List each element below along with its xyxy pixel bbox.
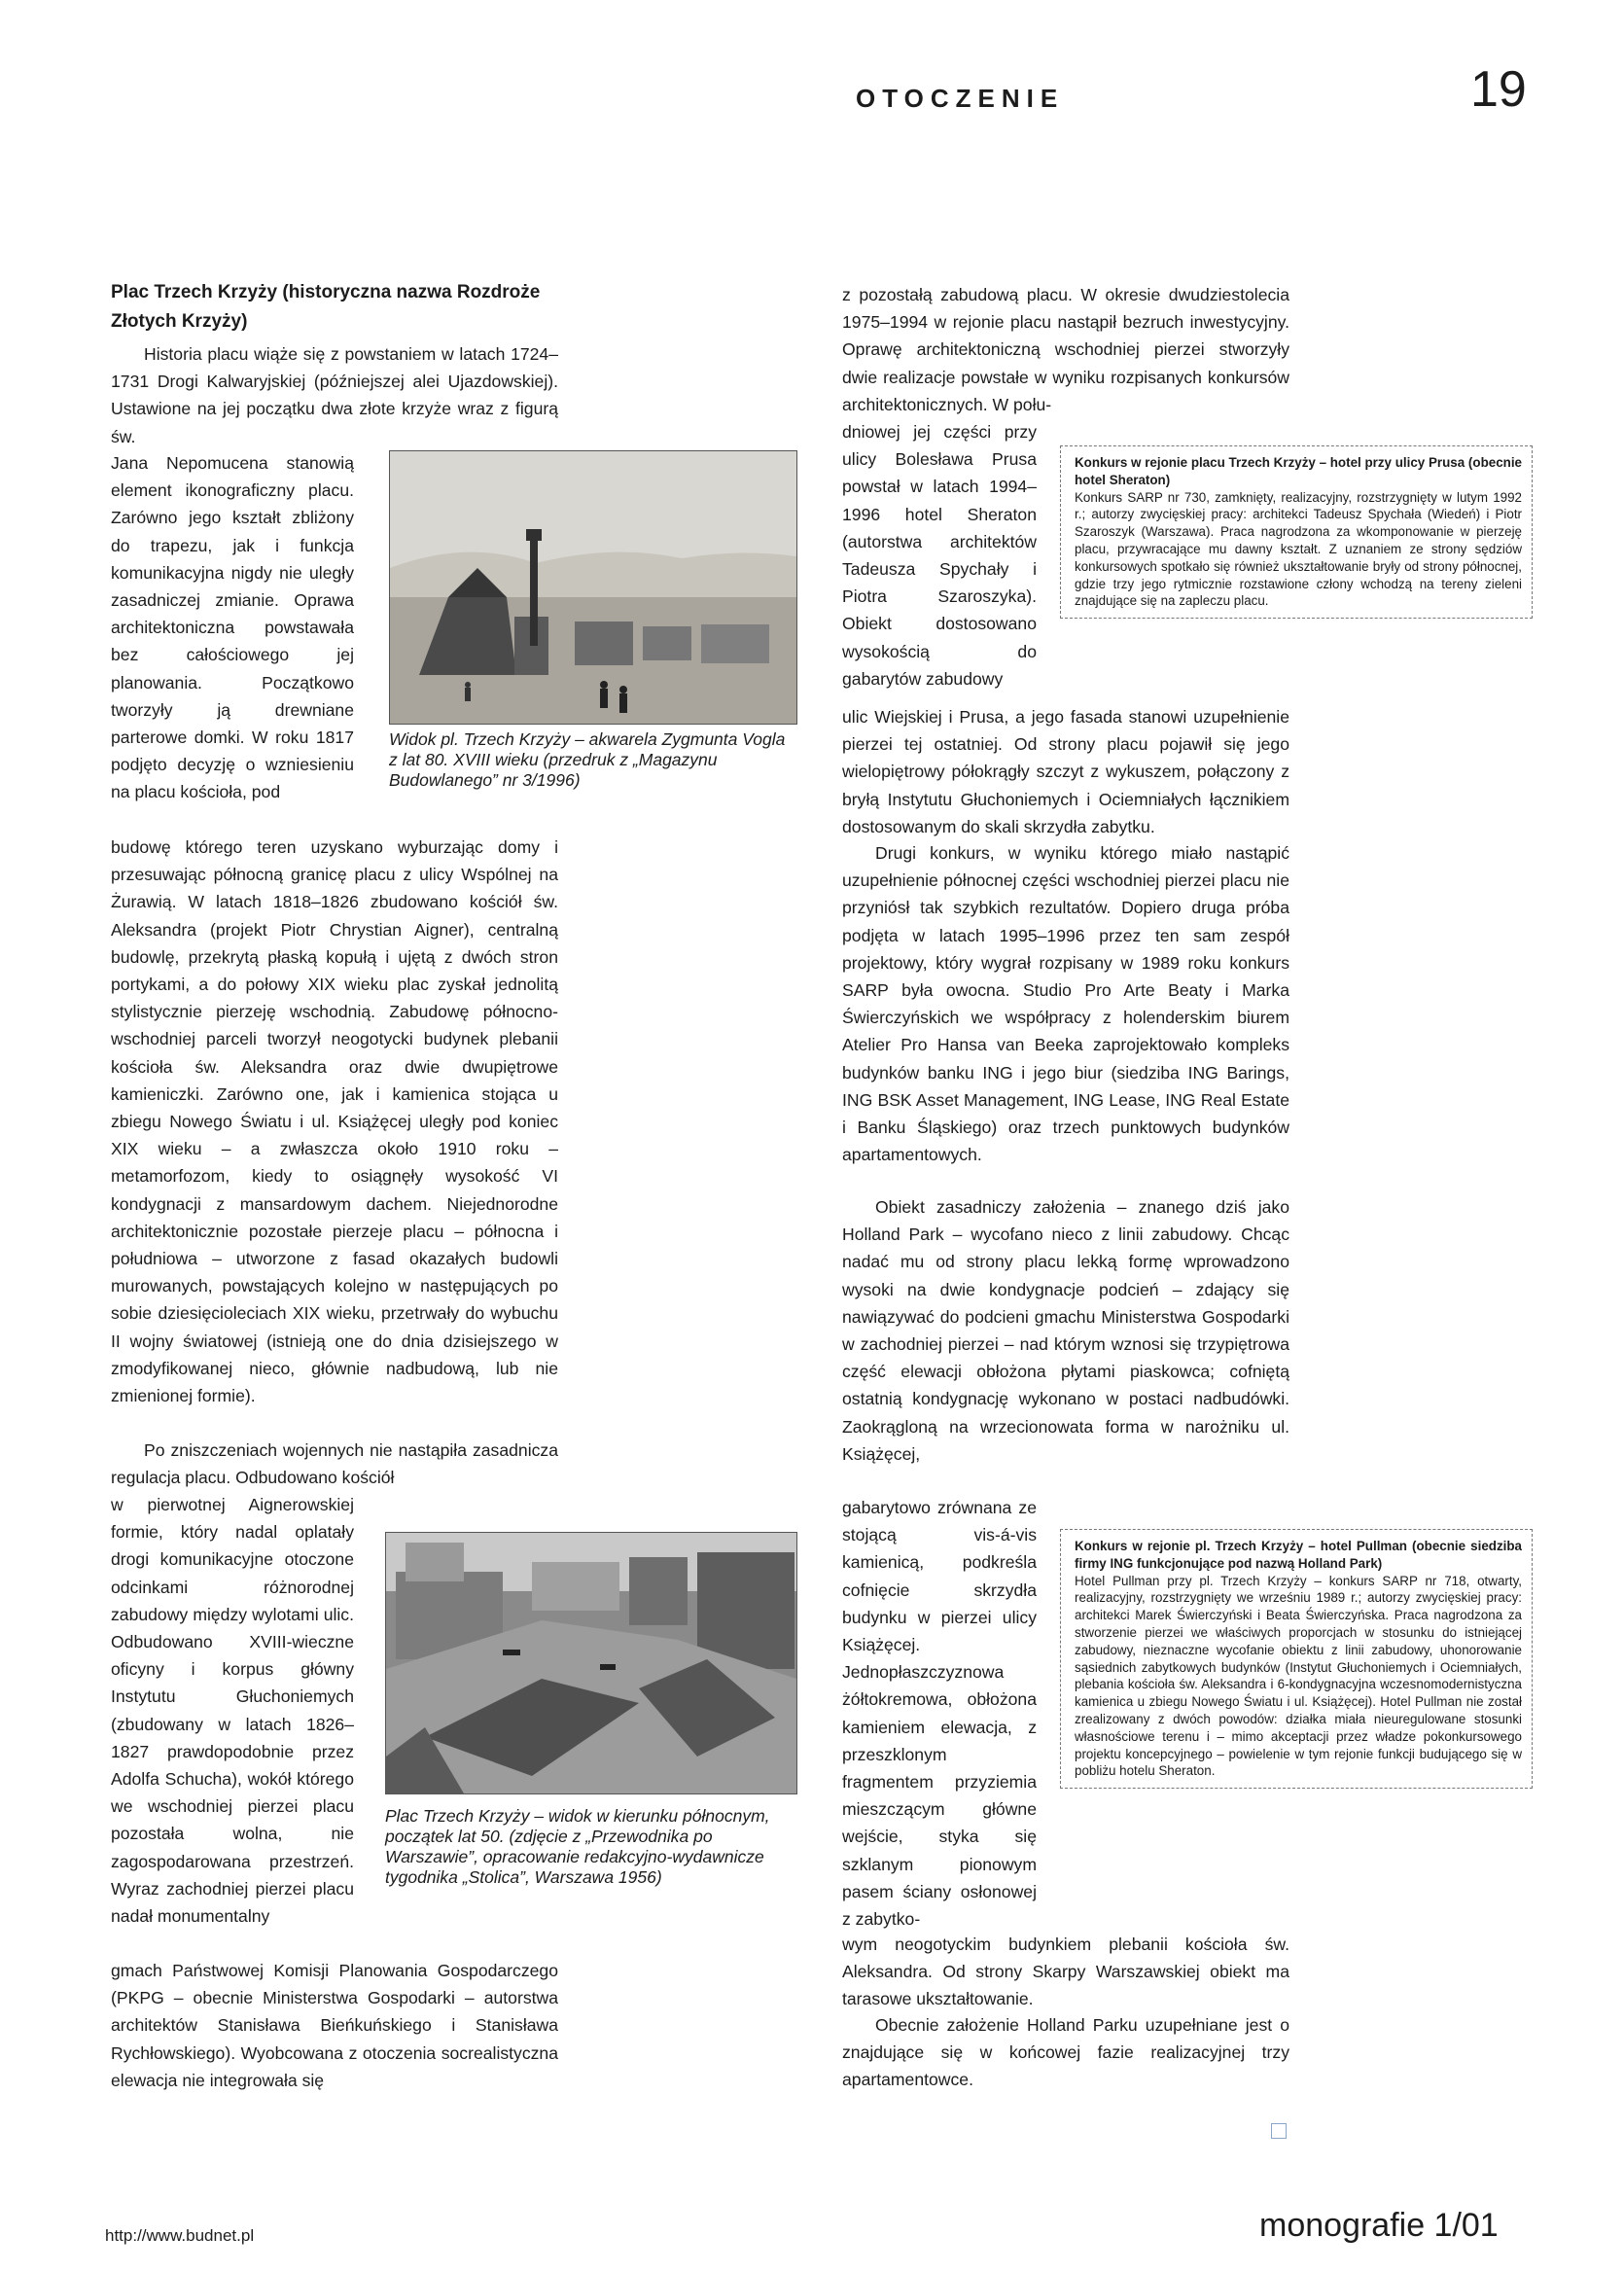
right-paragraph-3-cont: wym neogotyckim budynkiem plebanii kościoła św. Aleksandra. Od strony Skarpy Warszawskiej obiekt ma tarasowe ukształtowanie. xyxy=(842,1935,1289,2009)
end-mark xyxy=(1271,2123,1287,2139)
sidebar-box-pullman-title: Konkurs w rejonie pl. Trzech Krzyży – hotel Pullman (obecnie siedziba firmy ING funkcjonujące pod nazwą Holland Park) xyxy=(1075,1539,1522,1571)
sidebar-box-sheraton xyxy=(1060,445,1533,619)
page-number: 19 xyxy=(1470,61,1527,118)
sidebar-box-pullman-body: Hotel Pullman przy pl. Trzech Krzyży – konkurs SARP nr 718, otwarty, realizacyjny, rozstrzygnięty we wrześniu 1989 r.; autorzy zwycięskiej pracy: architekci Marek Świerczyński i Beata Świerczyńska. Praca nagrodzona za stworzenie pierzei we właściwych proporcjach w stosunku do istniejącej zabudowy, nieznaczne wycofanie obiektu z linii zabudowy, uhonorowanie sąsiednich zabytkowych budynków (Instytut Głuchoniemych i Ociemniałych, plebania kościoła św. Aleksandra i 6-kondygnacyjna wczesnomodernistyczna kamienica u zbiegu Nowego Światu i ul. Książęcej). Hotel Pullman nie został zrealizowany z dwóch powodów: działka miała nieuregulowane stosunki własnościowe terenu i – mimo akceptacji przez władze pokonkursowego projektu koncepcyjnego – powielenie w tym rejonie funkcji budującego się w pobliżu hotelu Sheraton. xyxy=(1075,1573,1522,1779)
sidebar-box-sheraton-body: Konkurs SARP nr 730, zamknięty, realizacyjny, rozstrzygnięty w lutym 1992 r.; autorzy zwycięskiej pracy: architekci Tadeusz Spychała (Wiedeń) i Piotr Szaroszyk (Warszawa). Praca nagrodzona za wkomponowanie w pierzeję placu, przywracające mu dawny kształt. Z uznaniem ze strony sędziów konkursowych spotkało się również ukształtowanie bryły od strony północnej, gdzie trzy jego rytmicznie rozstawione człony wchodzą na tereny zieleni znajdujące się na zapleczu placu. xyxy=(1075,489,1522,609)
figure-square-photo xyxy=(385,1532,797,1794)
sidebar-box-sheraton-title: Konkurs w rejonie placu Trzech Krzyży – hotel przy ulicy Prusa (obecnie hotel Sheraton) xyxy=(1075,455,1522,487)
left-paragraph-2-cont: gmach Państwowej Komisji Planowania Gospodarczego (PKPG – obecnie Ministerstwa Gospodarki – autorstwa architektów Stanisława Bieńkuńskiego i Stanisława Rychłowskiego). Wyobcowana z otoczenia socrealistyczna elewacja nie integrowała się xyxy=(111,1961,558,2090)
left-paragraph-1-wrap: Jana Nepomucena stanowią element ikonograficzny placu. Zarówno jego kształt zbliżony do trapezu, jak i funkcja komunikacyjna nigdy nie uległy zasadniczej zmianie. Oprawa architektoniczna powstawała bez całościowego jej planowania. Początkowo tworzyły ją drewniane parterowe domki. W roku 1817 podjęto decyzję o wzniesieniu na placu kościoła, pod xyxy=(111,453,354,802)
right-paragraph-1: z pozostałą zabudową placu. W okresie dwudziestolecia 1975–1994 w rejonie placu nastąpił bezruch inwestycyjny. Oprawę architektoniczną wschodniej pierzei stworzyły dwie realizacje powstałe w wyniku rozpisanych konkursów architektonicznych. W połu- xyxy=(842,285,1289,414)
left-paragraph-1-cont: budowę którego teren uzyskano wyburzając domy i przesuwając północną granicę placu z ulicy Wspólnej na Żurawią. W latach 1818–1826 zbudowano kościół św. Aleksandra (projekt Piotr Chrystian Aigner), centralną budowlę, przekrytą płaską kopułą i ujętą z dwóch stron portykami, a do połowy XIX wieku plac zyskał jednolitą stylistycznie pierzeję wschodnią. Zabudowę północno-wschodniej parceli tworzył neogotycki budynek plebanii kościoła św. Aleksandra oraz dwie dwupiętrowe kamieniczki. Zarówno one, jak i kamienica stojąca u zbiegu Nowego Światu i ul. Książęcej uległy pod koniec XIX wieku – a zwłaszcza około 1910 roku – metamorfozom, kiedy to osiągnęły wysokość VI kondygnacji z mansardowym dachem. Niejednorodne architektonicznie pozostałe pierzeje placu – północna i południowa – utworzone z fasad okazałych budowli murowanych, powstających kolejno w następujących po sobie dziesięcioleciach XIX wieku, przetrwały do wybuchu II wojny światowej (istnieją one do dnia dzisiejszego w zmodyfikowanej nieco, głównie nadbudową, lub nie zmienionej formie). xyxy=(111,837,558,1406)
footer-magazine-issue: monografie 1/01 xyxy=(1259,2207,1499,2244)
left-paragraph-2: Po zniszczeniach wojennych nie nastąpiła zasadnicza regulacja placu. Odbudowano kościół xyxy=(111,1440,558,1488)
left-paragraph-2-wrap: w pierwotnej Aignerowskiej formie, który nadal oplatały drogi komunikacyjne otoczone odcinkami różnorodnej zabudowy między wylotami ulic. Odbudowano XVIII-wieczne oficyny i korpus główny Instytutu Głuchoniemych (zbudowany w latach 1826–1827 prawdopodobnie przez Adolfa Schucha), wokół którego we wschodniej pierzei placu pozostała wolna, nie zagospodarowana przestrzeń. Wyraz zachodniej pierzei placu nadał monumentalny xyxy=(111,1495,354,1927)
figure-watercolor-caption: Widok pl. Trzech Krzyży – akwarela Zygmunta Vogla z lat 80. XVIII wieku (przedruk z „Magazynu Budowlanego” nr 3/1996) xyxy=(389,729,786,790)
right-paragraph-1-wrap: dniowej jej części przy ulicy Bolesława Prusa powstał w latach 1994–1996 hotel Sheraton (autorstwa architektów Tadeusza Spychały i Piotra Szaroszyka). Obiekt dostosowano wysokością do gabarytów zabudowy xyxy=(842,422,1037,689)
left-paragraph-1: Historia placu wiąże się z powstaniem w latach 1724–1731 Drogi Kalwaryjskiej (późniejszej alei Ujazdowskiej). Ustawione na jej początku dwa złote krzyże wraz z figurą św. xyxy=(111,344,558,446)
right-paragraph-3: Obiekt zasadniczy założenia – znanego dziś jako Holland Park – wycofano nieco z linii zabudowy. Chcąc nadać mu od strony placu lekką formę wprowadzono wysoki na dwie kondygnacje podcień – zdający się nawiązywać do podcieni gmachu Ministerstwa Gospodarki w zachodniej pierzei – nad którym wznosi się trzypiętrowa część elewacji obłożona płytami piaskowca; cofniętą ostatnią kondygnację wykonano w postaci nadbudówki. Zaokrągloną na wrzecionowata forma w narożniku ul. Książęcej, xyxy=(842,1197,1289,1464)
article-heading: Plac Trzech Krzyży (historyczna nazwa Rozdroże Złotych Krzyży) xyxy=(111,282,541,332)
section-title: OTOCZENIE xyxy=(856,84,1065,113)
figure-watercolor-image xyxy=(389,450,797,725)
right-paragraph-1-cont: ulic Wiejskiej i Prusa, a jego fasada stanowi uzupełnienie pierzei tej ostatniej. Od strony placu pojawił się jego wielopiętrowy półokrągły szczyt z wykuszem, połączony z bryłą Instytutu Głuchoniemych i Ociemniałych łącznikiem dostosowanym do skali skrzydła zabytku. xyxy=(842,707,1289,836)
footer-url: http://www.budnet.pl xyxy=(105,2226,255,2245)
figure-square-photo-caption: Plac Trzech Krzyży – widok w kierunku północnym, początek lat 50. (zdjęcie z „Przewodnika po Warszawie”, opracowanie redakcyjno-wydawnicze tygodnika „Stolica”, Warszawa 1956) xyxy=(385,1806,770,1887)
right-paragraph-4: Obecnie założenie Holland Parku uzupełniane jest o znajdujące się w końcowej fazie realizacyjnej trzy apartamentowce. xyxy=(842,2015,1289,2090)
right-paragraph-2: Drugi konkurs, w wyniku którego miało nastąpić uzupełnienie północnej części wschodniej pierzei placu nie przyniósł tak szybkich rezultatów. Dopiero druga próba podjęta w latach 1995–1996 przez ten sam zespół projektowy, który wygrał rozpisany w 1989 roku konkurs SARP była owocna. Studio Pro Arte Beaty i Marka Świerczyńskich we współpracy z holenderskim biurem Atelier Pro Hansa van Beeka zaprojektowało kompleks budynków banku ING i jego biur (siedziba ING Barings, ING BSK Asset Management, ING Lease, ING Real Estate i Banku Śląskiego) oraz trzech punktowych budynków apartamentowych. xyxy=(842,843,1289,1165)
sidebar-box-pullman xyxy=(1060,1529,1533,1789)
right-paragraph-3-wrap: gabarytowo zrównana ze stojącą vis-á-vis kamienicą, podkreśla cofnięcie skrzydła budynku w pierzei ulicy Książęcej. Jednopłaszczyznowa żółtokremowa, obłożona kamieniem elewacja, z przeszklonym fragmentem przyziemia mieszczącym główne wejście, styka się szklanym pionowym pasem ściany osłonowej z zabytko- xyxy=(842,1498,1037,1930)
